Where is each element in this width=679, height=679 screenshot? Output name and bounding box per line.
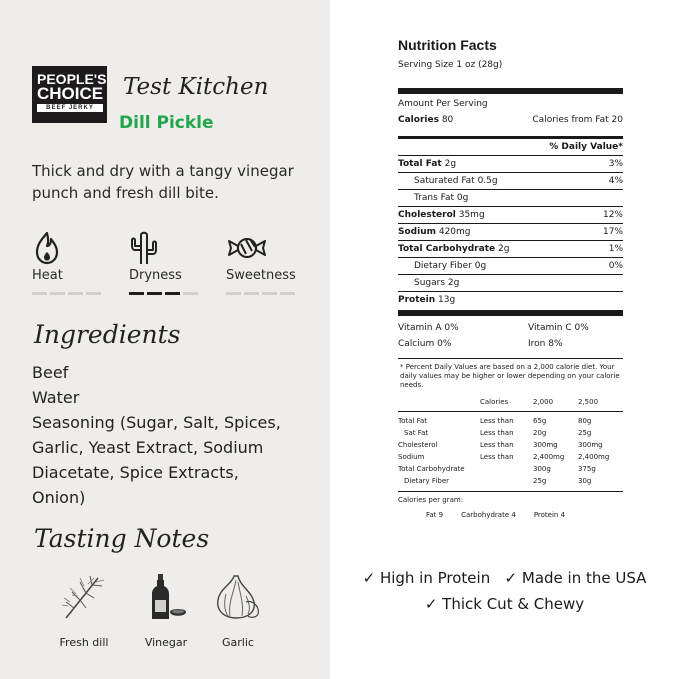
calories-label: Calories xyxy=(398,115,439,125)
ingredient-line: Seasoning (Sugar, Salt, Spices, xyxy=(32,413,281,432)
per-gram-values: Fat 9 Carbohydrate 4 Protein 4 xyxy=(426,511,566,519)
flame-icon xyxy=(32,230,122,266)
sweetness-meter xyxy=(226,292,295,295)
nutrient-name: Saturated Fat xyxy=(414,176,475,186)
table-cell: 65g xyxy=(533,417,547,425)
divider xyxy=(398,358,623,359)
vitamin-row: Vitamin A 0% Vitamin C 0% xyxy=(398,323,589,333)
attribute-dryness xyxy=(129,230,219,284)
check-icon: ✓ xyxy=(504,569,518,587)
nutrient-daily-value: 4% xyxy=(608,176,623,186)
attribute-sweetness xyxy=(226,230,316,284)
per-gram-label: Calories per gram: xyxy=(398,496,464,504)
nutrient-row xyxy=(398,241,623,257)
divider xyxy=(398,411,623,412)
product-flavor: Dill Pickle xyxy=(119,113,214,133)
table-cell: 30g xyxy=(578,477,592,485)
table-row xyxy=(398,463,623,475)
nutrition-title: Nutrition Facts xyxy=(398,37,497,53)
meter-segment xyxy=(129,292,144,295)
table-header: Calories 2,000 2,500 xyxy=(480,398,599,406)
table-cell: Total Fat xyxy=(398,417,427,425)
nutrient-name: Total Carbohydrate xyxy=(398,244,496,254)
product-series: Test Kitchen xyxy=(123,74,269,100)
nutrient-name: Dietary Fiber xyxy=(414,261,472,271)
table-cell xyxy=(480,475,533,487)
table-cell: 2,400mg xyxy=(533,453,565,461)
attribute-label: Dryness xyxy=(129,268,182,283)
table-cell: 80g xyxy=(578,417,592,425)
table-cell: Dietary Fiber xyxy=(404,477,450,485)
tasting-note-garlic xyxy=(198,572,278,650)
nutrient-amount: 13g xyxy=(438,295,456,305)
calories-from-fat: Calories from Fat 20 xyxy=(532,115,623,125)
nutrient-amount: 35mg xyxy=(458,210,485,220)
attribute-label: Heat xyxy=(32,268,63,283)
calories-value: 80 xyxy=(441,115,454,125)
nutrient-rows xyxy=(398,155,623,308)
nutrient-row xyxy=(398,224,623,240)
brand-line-3: BEEF JERKY xyxy=(37,104,103,112)
attribute-label: Sweetness xyxy=(226,268,296,283)
check-icon: ✓ xyxy=(362,569,376,587)
table-cell: 300mg xyxy=(578,441,603,449)
table-cell: 25g xyxy=(578,429,592,437)
nutrient-daily-value: 17% xyxy=(602,227,623,237)
table-cell: Less than xyxy=(480,441,514,449)
table-cell: 300g xyxy=(533,465,551,473)
meter-segment xyxy=(50,292,65,295)
divider xyxy=(398,310,623,316)
tasting-note-label: Fresh dill xyxy=(59,636,109,649)
product-description: Thick and dry with a tangy vinegar punch and fresh dill bite. xyxy=(32,162,294,202)
vitamin-row: Calcium 0% Iron 8% xyxy=(398,339,563,349)
table-row xyxy=(398,415,623,427)
table-cell: Less than xyxy=(480,429,514,437)
nutrient-name: Sugars xyxy=(414,278,446,288)
ingredient-line: Beef xyxy=(32,363,69,382)
table-row xyxy=(398,427,623,439)
table-row xyxy=(398,439,623,451)
nutrient-amount: 2g xyxy=(444,159,457,169)
ingredient-line: Onion) xyxy=(32,488,86,507)
nutrient-row xyxy=(398,156,623,172)
nutrient-daily-value: 12% xyxy=(602,210,623,220)
table-cell: 2,400mg xyxy=(578,453,610,461)
garlic-icon xyxy=(198,572,278,622)
table-cell: Less than xyxy=(480,417,514,425)
meter-segment xyxy=(262,292,277,295)
brand-line-1: PEOPLE'S xyxy=(37,71,107,87)
tasting-note-label: Vinegar xyxy=(144,636,188,649)
nutrient-amount: 0g xyxy=(456,193,469,203)
dill-icon xyxy=(44,572,124,622)
brand-logo xyxy=(32,66,107,123)
nutrient-amount: 0g xyxy=(474,261,487,271)
table-row xyxy=(398,451,623,463)
meter-segment xyxy=(86,292,101,295)
table-cell: Cholesterol xyxy=(398,441,438,449)
nutrient-row xyxy=(398,258,623,274)
table-cell: 25g xyxy=(533,477,547,485)
nutrient-name: Sodium xyxy=(398,227,436,237)
amount-per-serving: Amount Per Serving xyxy=(398,99,488,109)
meter-segment xyxy=(165,292,180,295)
nutrient-name: Protein xyxy=(398,295,436,305)
nutrient-name: Trans Fat xyxy=(414,193,455,203)
ingredient-line: Water xyxy=(32,388,80,407)
claims-row-2 xyxy=(330,592,679,616)
table-cell: Less than xyxy=(480,453,514,461)
ingredients-list xyxy=(32,360,322,510)
nutrient-row xyxy=(398,275,623,291)
nutrient-name: Cholesterol xyxy=(398,210,456,220)
meter-segment xyxy=(32,292,47,295)
tasting-notes-heading: Tasting Notes xyxy=(34,524,210,553)
table-cell: Sodium xyxy=(398,453,425,461)
claim-made-in-usa: Made in the USA xyxy=(521,569,647,587)
tasting-note-vinegar xyxy=(126,572,206,650)
table-cell: Sat Fat xyxy=(404,429,429,437)
divider xyxy=(398,491,623,492)
check-icon: ✓ xyxy=(424,595,438,613)
table-cell: 300mg xyxy=(533,441,558,449)
divider xyxy=(398,88,623,94)
brand-line-2: CHOICE xyxy=(37,84,104,103)
nutrition-facts-label xyxy=(398,36,623,520)
claims-row-1 xyxy=(330,566,679,590)
calories-row xyxy=(398,112,623,128)
daily-values-table xyxy=(398,396,623,487)
nutrient-daily-value: 1% xyxy=(608,244,623,254)
meter-segment xyxy=(280,292,295,295)
meter-segment xyxy=(68,292,83,295)
nutrient-amount: 2g xyxy=(447,278,460,288)
nutrient-row xyxy=(398,173,623,189)
table-cell: 375g xyxy=(578,465,596,473)
nutrient-amount: 2g xyxy=(497,244,510,254)
nutrient-amount: 420mg xyxy=(438,227,471,237)
tasting-note-label: Garlic xyxy=(222,636,254,649)
dryness-meter xyxy=(129,292,198,295)
nutrient-daily-value: 0% xyxy=(608,261,623,271)
daily-values-rows xyxy=(398,415,623,487)
nutrient-amount: 0.5g xyxy=(477,176,498,186)
meter-segment xyxy=(147,292,162,295)
meter-segment xyxy=(244,292,259,295)
meter-segment xyxy=(226,292,241,295)
footnote: * Percent Daily Values are based on a 2,000 calorie diet. Your daily values may be higher or lower depending on your calorie needs. xyxy=(400,363,620,389)
claim-thick-cut: Thick Cut & Chewy xyxy=(442,595,585,613)
serving-size: Serving Size 1 oz (28g) xyxy=(398,60,503,70)
table-cell xyxy=(480,463,533,475)
meter-segment xyxy=(183,292,198,295)
heat-meter xyxy=(32,292,101,295)
daily-value-header: % Daily Value* xyxy=(549,142,623,152)
nutrient-row xyxy=(398,207,623,223)
attribute-heat xyxy=(32,230,122,284)
claim-high-protein: High in Protein xyxy=(379,569,491,587)
cactus-icon xyxy=(129,230,219,266)
ingredients-heading: Ingredients xyxy=(34,320,181,349)
nutrient-row xyxy=(398,190,623,206)
nutrient-row xyxy=(398,292,623,308)
table-row xyxy=(398,475,623,487)
tasting-note-dill xyxy=(44,572,124,650)
ingredient-line: Garlic, Yeast Extract, Sodium xyxy=(32,438,264,457)
ingredient-line: Diacetate, Spice Extracts, xyxy=(32,463,239,482)
nutrient-daily-value: 3% xyxy=(608,159,623,169)
vinegar-bottle-icon xyxy=(126,572,206,622)
candy-icon xyxy=(226,230,316,266)
table-cell: Total Carbohydrate xyxy=(398,465,465,473)
table-cell: 20g xyxy=(533,429,547,437)
product-info-panel xyxy=(0,0,330,679)
nutrient-name: Total Fat xyxy=(398,159,442,169)
